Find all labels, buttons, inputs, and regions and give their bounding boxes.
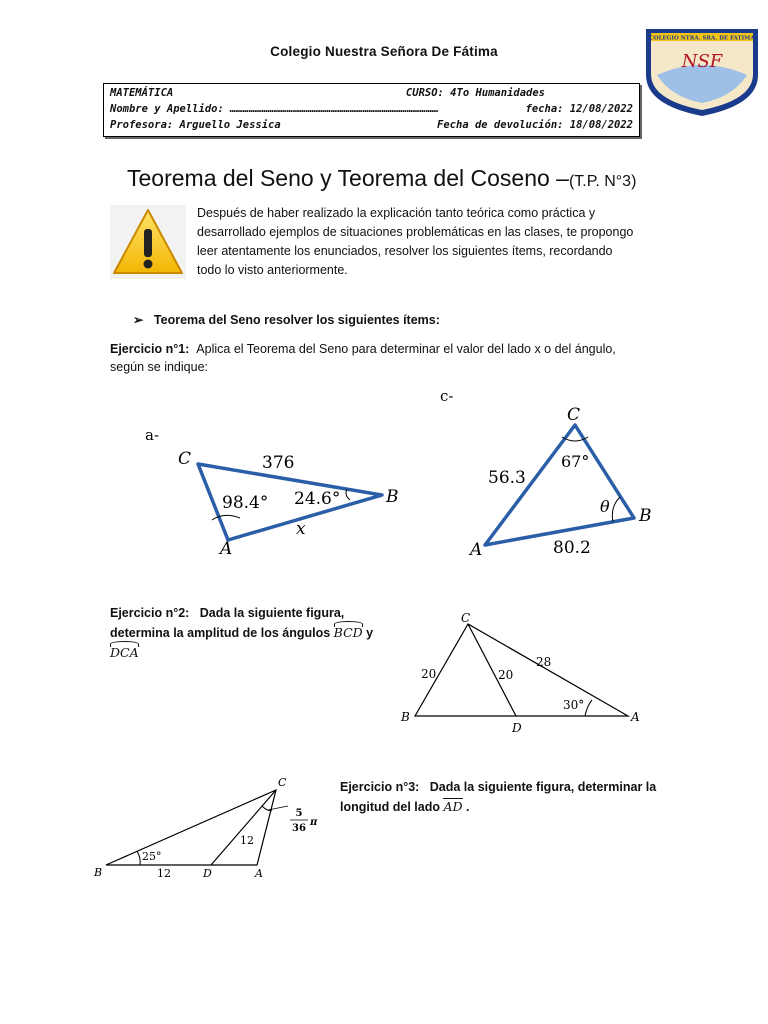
intro-text: Después de haber realizado la explicación tanto teórica como práctica y desarrollado ejemplos de situaciones problemáticas en las clases, te propongo leer atentamente los enunciados, resolver los siguientes ítems, recordando todo lo visto anteriormente. [197, 206, 634, 277]
logo-text: COLEGIO NTRA. SRA. DE FATIMA [649, 35, 755, 42]
vertex-c: C [278, 776, 287, 789]
vertex-d: D [203, 867, 212, 880]
pi-symbol: π [310, 817, 318, 828]
angle-a: 30° [563, 698, 585, 712]
title-sub: (T.P. N°3) [568, 173, 637, 190]
vertex-d: D [512, 721, 522, 735]
vertex-b: B [386, 487, 399, 507]
fraction-numerator: 5 [295, 808, 303, 819]
vertex-c: C [178, 449, 192, 469]
side-80: 80.2 [553, 538, 591, 558]
segment-ad: AD [443, 799, 463, 814]
fraction-denominator: 36 [292, 823, 306, 834]
vertex-a: A [631, 710, 640, 724]
vertex-b: B [639, 506, 652, 526]
figure-a-tag: a- [145, 426, 160, 444]
page-title [127, 165, 636, 192]
return-date: Fecha de devolución: 18/08/2022 [437, 119, 633, 131]
exercise-2-text [110, 604, 400, 663]
section-label: Teorema del Seno resolver los siguientes ítems: [153, 313, 440, 327]
figure-c-triangle [430, 385, 670, 565]
vertex-c: C [567, 405, 581, 425]
figure-c-tag: c- [440, 387, 454, 405]
side-56: 56.3 [488, 468, 526, 488]
exercise-1-label: Ejercicio n°1: [110, 342, 190, 356]
subject: MATEMÁTICA [110, 87, 174, 99]
exercise-2-statement: Dada la siguiente figura, determina la amplitud de los ángulos [110, 606, 345, 640]
exercise-3-label: Ejercicio n°3: [340, 780, 420, 794]
side-x: x [296, 519, 306, 539]
logo-monogram: NSF [681, 51, 723, 72]
student-name-field: Nombre y Apellido: ……………………………………………………………………………………… [110, 103, 439, 115]
side-cb: 20 [421, 667, 437, 681]
vertex-a: A [470, 540, 483, 560]
exercise-2-conj: y [366, 626, 374, 640]
side-cd: 20 [498, 668, 514, 682]
side-cd: 12 [240, 834, 254, 847]
figure-2-triangle [395, 612, 645, 738]
angle-b: 25° [142, 850, 162, 863]
teacher: Profesora: Arguello Jessica [110, 119, 281, 131]
side-bd: 12 [157, 867, 171, 880]
exercise-3-statement: Dada la siguiente figura, determinar la longitud del lado [340, 780, 657, 814]
vertex-a: A [220, 539, 233, 559]
title-main: Teorema del Seno y Teorema del Coseno – [127, 165, 569, 191]
date: fecha: 12/08/2022 [525, 103, 633, 115]
exercise-1-statement: Aplica el Teorema del Seno para determinar el valor del lado x o del ángulo, según se indique: [110, 342, 616, 374]
vertex-a: A [255, 867, 263, 880]
angle-98: 98.4° [222, 493, 269, 513]
side-376: 376 [262, 453, 295, 473]
angle-24: 24.6° [294, 489, 341, 509]
school-name: Colegio Nuestra Señora De Fátima [270, 44, 498, 59]
vertex-b: B [94, 866, 103, 879]
angle-bcd: BCD [333, 625, 363, 640]
school-logo [643, 27, 761, 117]
side-ca: 28 [536, 655, 552, 669]
exercise-2-label: Ejercicio n°2: [110, 606, 190, 620]
course: CURSO: 4To Humanidades [405, 87, 545, 99]
vertex-c: C [461, 612, 471, 625]
figure-3-triangle [92, 772, 332, 882]
exercise-3-end: . [466, 800, 470, 814]
header-info-box [103, 83, 640, 137]
angle-67: 67° [561, 452, 590, 471]
figure-a-triangle [140, 420, 410, 560]
warning-icon [110, 205, 186, 279]
angle-theta: θ [600, 497, 610, 516]
bullet-arrow-icon: ➢ [133, 313, 144, 327]
exercise-1-text [110, 340, 640, 376]
vertex-b: B [401, 710, 410, 724]
section-heading [133, 312, 440, 327]
exercise-3-text [340, 778, 660, 817]
angle-dca: DCA [110, 645, 139, 660]
